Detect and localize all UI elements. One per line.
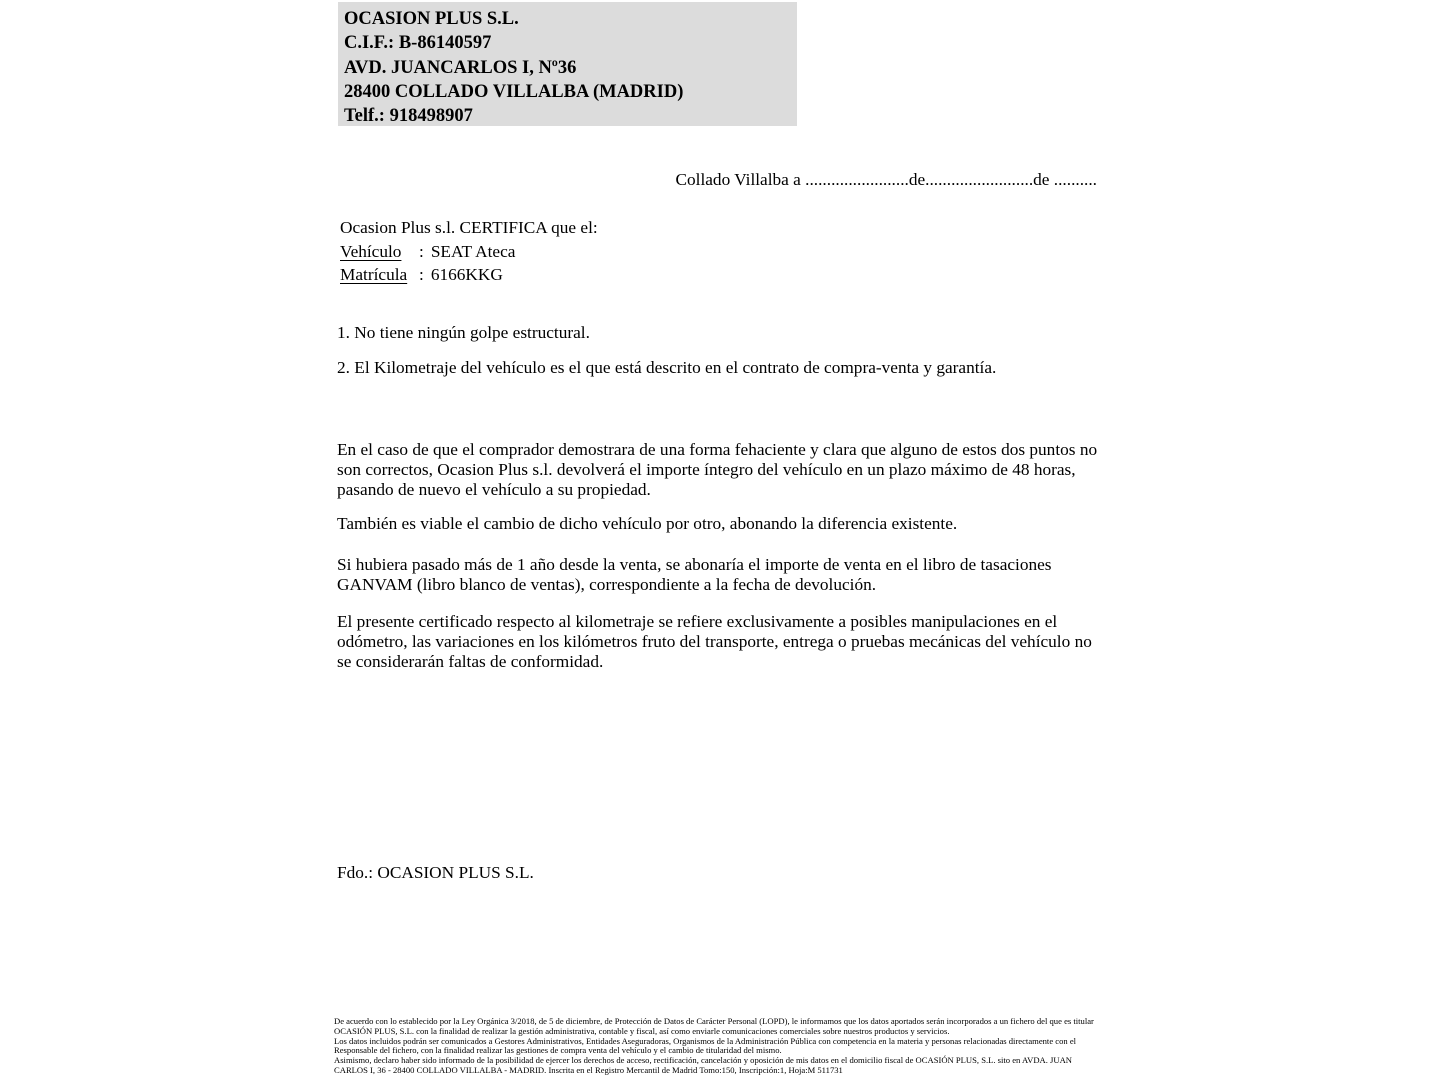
clause-1: 1. No tiene ningún golpe estructural. xyxy=(337,323,590,342)
legal-footer xyxy=(334,1017,1124,1076)
legal-footer-line: CARLOS I, 36 - 28400 COLLADO VILLALBA - MADRID. Inscrita en el Registro Mercantil de Madrid Tomo:150, Inscripción:1, Hoja:M 511731 xyxy=(334,1064,843,1075)
vehicle-value: SEAT Ateca xyxy=(430,241,516,261)
plate-field xyxy=(340,263,1112,287)
paragraph-ganvam: Si hubiera pasado más de 1 año desde la venta, se abonaría el importe de venta en el libro de tasaciones GANVAM (libro blanco de ventas), correspondiente a la fecha de devolución. xyxy=(337,555,1052,594)
company-phone: Telf.: 918498907 xyxy=(344,106,473,127)
legal-footer-line: Los datos incluidos podrán ser comunicados a Gestores Administrativos, Entidades Aseguradoras, Organismos de la Administración Pública con competencia en la materia y personas relacionadas directamente con el xyxy=(334,1035,1077,1046)
plate-label: Matrícula xyxy=(340,265,408,285)
signature-line: Fdo.: OCASION PLUS S.L. xyxy=(337,863,534,882)
legal-footer-line: OCASIÓN PLUS, S.L. con la finalidad de realizar la gestión administrativa, contable y fiscal, así como enviarle comunicaciones comerciales sobre nuestros productos y servicios. xyxy=(334,1025,950,1036)
company-cif: C.I.F.: B-86140597 xyxy=(344,33,492,54)
paragraph-exchange: También es viable el cambio de dicho vehículo por otro, abonando la diferencia existente. xyxy=(337,514,958,533)
company-city: 28400 COLLADO VILLALBA (MADRID) xyxy=(344,81,684,102)
legal-footer-line: De acuerdo con lo establecido por la Ley Orgánica 3/2018, de 5 de diciembre, de Protección de Datos de Carácter Personal (LOPD), le informamos que los datos aportados serán incorporados a un fichero del que es titular xyxy=(334,1016,1094,1026)
company-name: OCASION PLUS S.L. xyxy=(344,9,519,29)
plate-colon: : xyxy=(419,265,424,285)
vehicle-colon: : xyxy=(419,241,424,261)
clause-2: 2. El Kilometraje del vehículo es el que está descrito en el contrato de compra-venta y garantía. xyxy=(337,358,997,377)
plate-value: 6166KKG xyxy=(430,265,503,285)
vehicle-field xyxy=(340,240,1112,264)
vehicle-label: Vehículo xyxy=(340,241,402,261)
company-address: AVD. JUANCARLOS I, Nº36 xyxy=(344,57,577,78)
date-line: Collado Villalba a ........................de.........................de .......... xyxy=(675,170,1097,189)
certification-block xyxy=(340,216,1112,287)
company-header-box xyxy=(338,2,797,126)
paragraph-odometer: El presente certificado respecto al kilometraje se refiere exclusivamente a posibles manipulaciones en el odómetro, las variaciones en los kilómetros fruto del transporte, entrega o pruebas mecánicas del vehículo no se considerarán faltas de conformidad. xyxy=(337,612,1092,671)
paragraph-refund: En el caso de que el comprador demostrara de una forma fehaciente y clara que alguno de estos dos puntos no son correctos, Ocasion Plus s.l. devolverá el importe íntegro del vehículo en un plazo máximo de 48 horas, pasando de nuevo el vehículo a su propiedad. xyxy=(337,440,1098,499)
legal-footer-line: Responsable del fichero, con la finalidad realizar las gestiones de compra venta del vehículo y el cambio de titularidad del mismo. xyxy=(334,1045,782,1056)
certification-intro: Ocasion Plus s.l. CERTIFICA que el: xyxy=(340,218,598,237)
legal-footer-line: Asimismo, declaro haber sido informado de la posibilidad de ejercer los derechos de acceso, rectificación, cancelación y oposición de mis datos en el domicilio fiscal de OCASIÓN PLUS, S.L. sito en AVDA. JUAN xyxy=(334,1055,1073,1066)
